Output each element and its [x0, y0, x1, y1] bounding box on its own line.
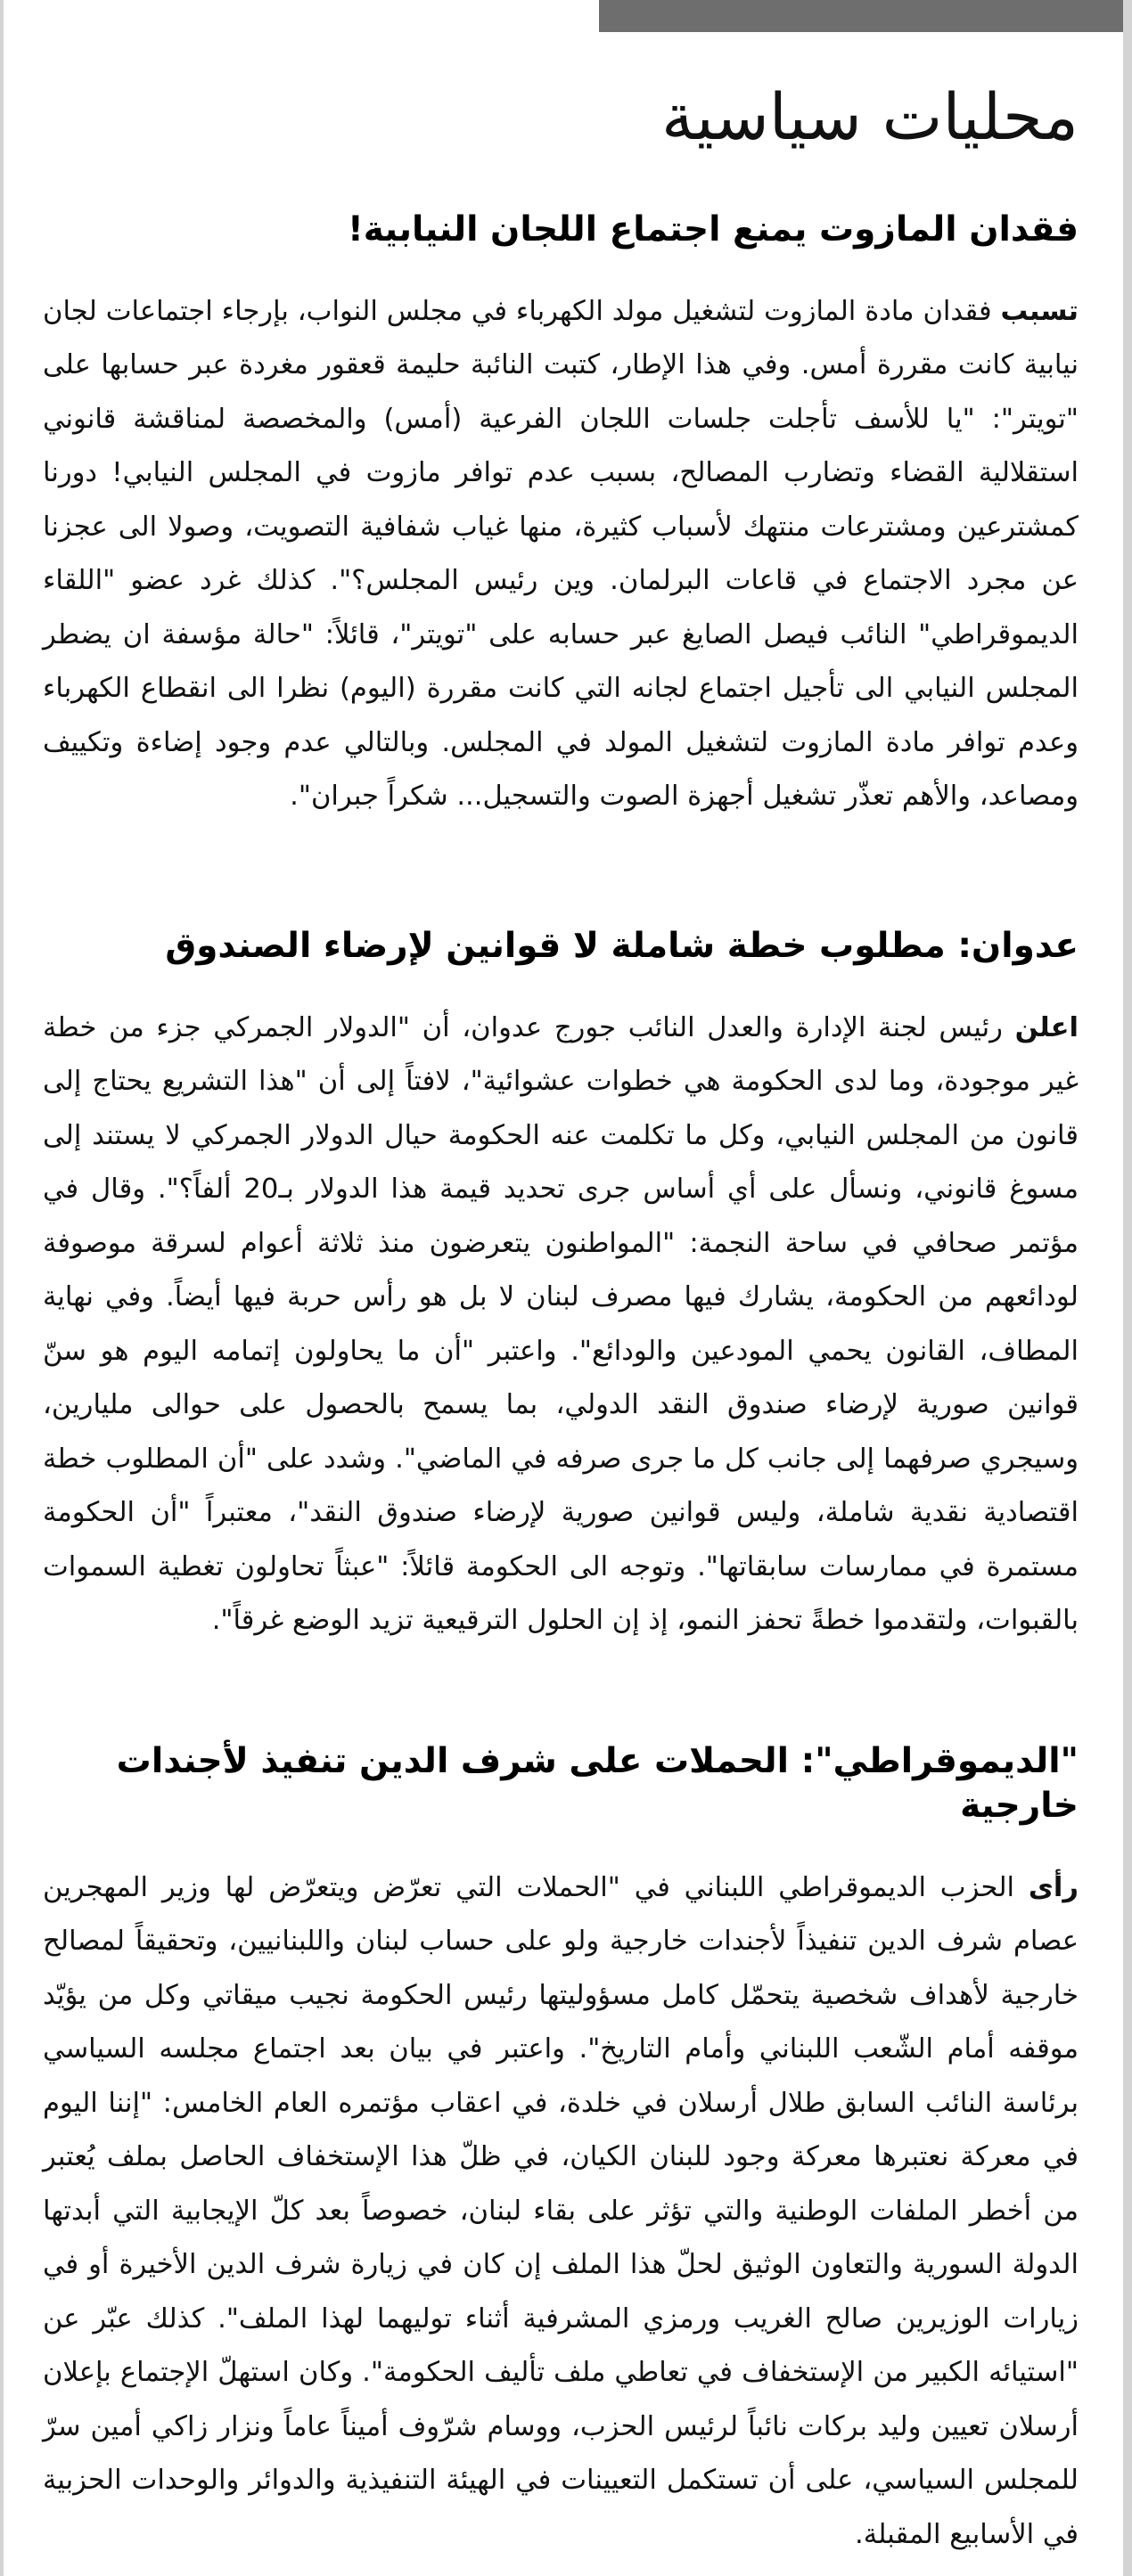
left-margin-rule [0, 0, 4, 2576]
article-text: فقدان مادة المازوت لتشغيل مولد الكهرباء في مجلس النواب، بإرجاء اجتماعات لجان نيابية كانت مقررة أمس. وفي هذا الإطار، كتبت النائبة حليمة قعقور مغردة عبر حسابها على "تويتر": "يا للأسف تأجلت جلسات اللجان الفرعية (أمس) والمخصصة لمناقشة قانوني استقلالية القضاء وتضارب المصالح، بسبب عدم توافر مازوت في المجلس النيابي! دورنا كمشترعين ومشترعات منتهك لأسباب كثيرة، منها غياب شفافية التصويت، وصولا الى عجزنا عن مجرد الاجتماع في قاعات البرلمان. وين رئيس المجلس؟". كذلك غرد عضو "اللقاء الديموقراطي" النائب فيصل الصايغ عبر حسابه على "تويتر"، قائلاً: "حالة مؤسفة ان يضطر المجلس النيابي الى تأجيل اجتماع لجانه التي كانت مقررة (اليوم) نظرا الى انقطاع الكهرباء وعدم توافر مادة المازوت لتشغيل المولد في المجلس. وبالتالي عدم وجود إضاءة وتكييف ومصاعد، والأهم تعذّر تشغيل أجهزة الصوت والتسجيل... شكراً جبران". [43, 295, 1079, 813]
article-headline: عدوان: مطلوب خطة شاملة لا قوانين لإرضاء الصندوق [165, 925, 1079, 966]
header-bar [599, 0, 1132, 32]
article-text: الحزب الديموقراطي اللبناني في "الحملات التي تعرّض ويتعرّض لها وزير المهجرين عصام شرف الدين تنفيذاً لأجندات خارجية ولو على حساب لبنان واللبنانيين، وتحقيقاً لمصالح خارجية لأهداف شخصية يتحمّل كامل مسؤوليتها رئيس الحكومة نجيب ميقاتي وكل من يؤيّد موقفه أمام الشّعب اللبناني وأمام التاريخ". واعتبر في بيان بعد اجتماع مجلسه السياسي برئاسة النائب السابق طلال أرسلان في خلدة، في اعقاب مؤتمره العام الخامس: "إننا اليوم في معركة نعتبرها معركة وجود للبنان الكيان، في ظلّ هذا الإستخفاف الحاصل بملف يُعتبر من أخطر الملفات الوطنية والتي تؤثر على بقاء لبنان، خصوصاً بعد كلّ الإيجابية التي أبدتها الدولة السورية والتعاون الوثيق لحلّ هذا الملف إن كان في زيارة شرف الدين الأخيرة أو في زيارات الوزيرين صالح الغريب ورمزي المشرفية أثناء توليهما لهذا الملف". كذلك عبّر عن "استيائه الكبير من الإستخفاف في تعاطي ملف تأليف الحكومة". وكان استهلّ الإجتماع بإعلان أرسلان تعيين وليد بركات نائباً لرئيس الحزب، ووسام شرّوف أميناً عاماً ونزار زاكي أمين سرّ للمجلس السياسي، على أن تستكمل التعيينات في الهيئة التنفيذية والدوائر والوحدات الحزبية في الأسابيع المقبلة. [43, 1871, 1079, 2550]
article-lead-word: اعلن [1014, 1011, 1079, 1043]
article-lead-word: تسبب [1000, 295, 1079, 327]
article-body [43, 1861, 1079, 2563]
article-mazout [43, 208, 1079, 824]
section-title: محليات سياسية [661, 79, 1079, 154]
article-adwan [43, 924, 1079, 1648]
article-text: رئيس لجنة الإدارة والعدل النائب جورج عدوان، أن "الدولار الجمركي جزء من خطة غير موجودة، وما لدى الحكومة هي خطوات عشوائية"، لافتاً إلى أن "هذا التشريع يحتاج إلى قانون من المجلس النيابي، وكل ما تكلمت عنه الحكومة حيال الدولار الجمركي لا يستند إلى مسوغ قانوني، ونسأل على أي أساس جرى تحديد قيمة هذا الدولار بـ20 ألفاً؟". وقال في مؤتمر صحافي في ساحة النجمة: "المواطنون يتعرضون منذ ثلاثة أعوام لسرقة موصوفة لودائعهم من الحكومة، يشارك فيها مصرف لبنان لا بل هو رأس حربة فيها أيضاً. وفي نهاية المطاف، القانون يحمي المودعين والودائع". واعتبر "أن ما يحاولون إتمامه اليوم هو سنّ قوانين صورية لإرضاء صندوق النقد الدولي، بما يسمح بالحصول على حوالى مليارين، وسيجري صرفهما إلى جانب كل ما جرى صرفه في الماضي". وشدد على "أن المطلوب خطة اقتصادية نقدية شاملة، وليس قوانين صورية لإرضاء صندوق النقد"، معتبراً "أن الحكومة مستمرة في ممارسات سابقاتها". وتوجه الى الحكومة قائلاً: "عبثاً تحاولون تغطية السموات بالقبوات، ولتقدموا خطةً تحفز النمو، إذ إن الحلول الترقيعية تزيد الوضع غرقاً". [43, 1011, 1079, 1637]
article-headline: "الديموقراطي": الحملات على شرف الدين تنفيذ لأجندات خارجية [116, 1740, 1079, 1827]
article-body [43, 285, 1079, 824]
article-body [43, 1002, 1079, 1648]
article-column [43, 32, 1079, 2562]
right-margin-rule [1123, 0, 1132, 2576]
article-lead-word: رأى [1028, 1871, 1079, 1903]
article-democratic-party [43, 1739, 1079, 2563]
article-headline: فقدان المازوت يمنع اجتماع اللجان النيابية! [347, 209, 1079, 250]
